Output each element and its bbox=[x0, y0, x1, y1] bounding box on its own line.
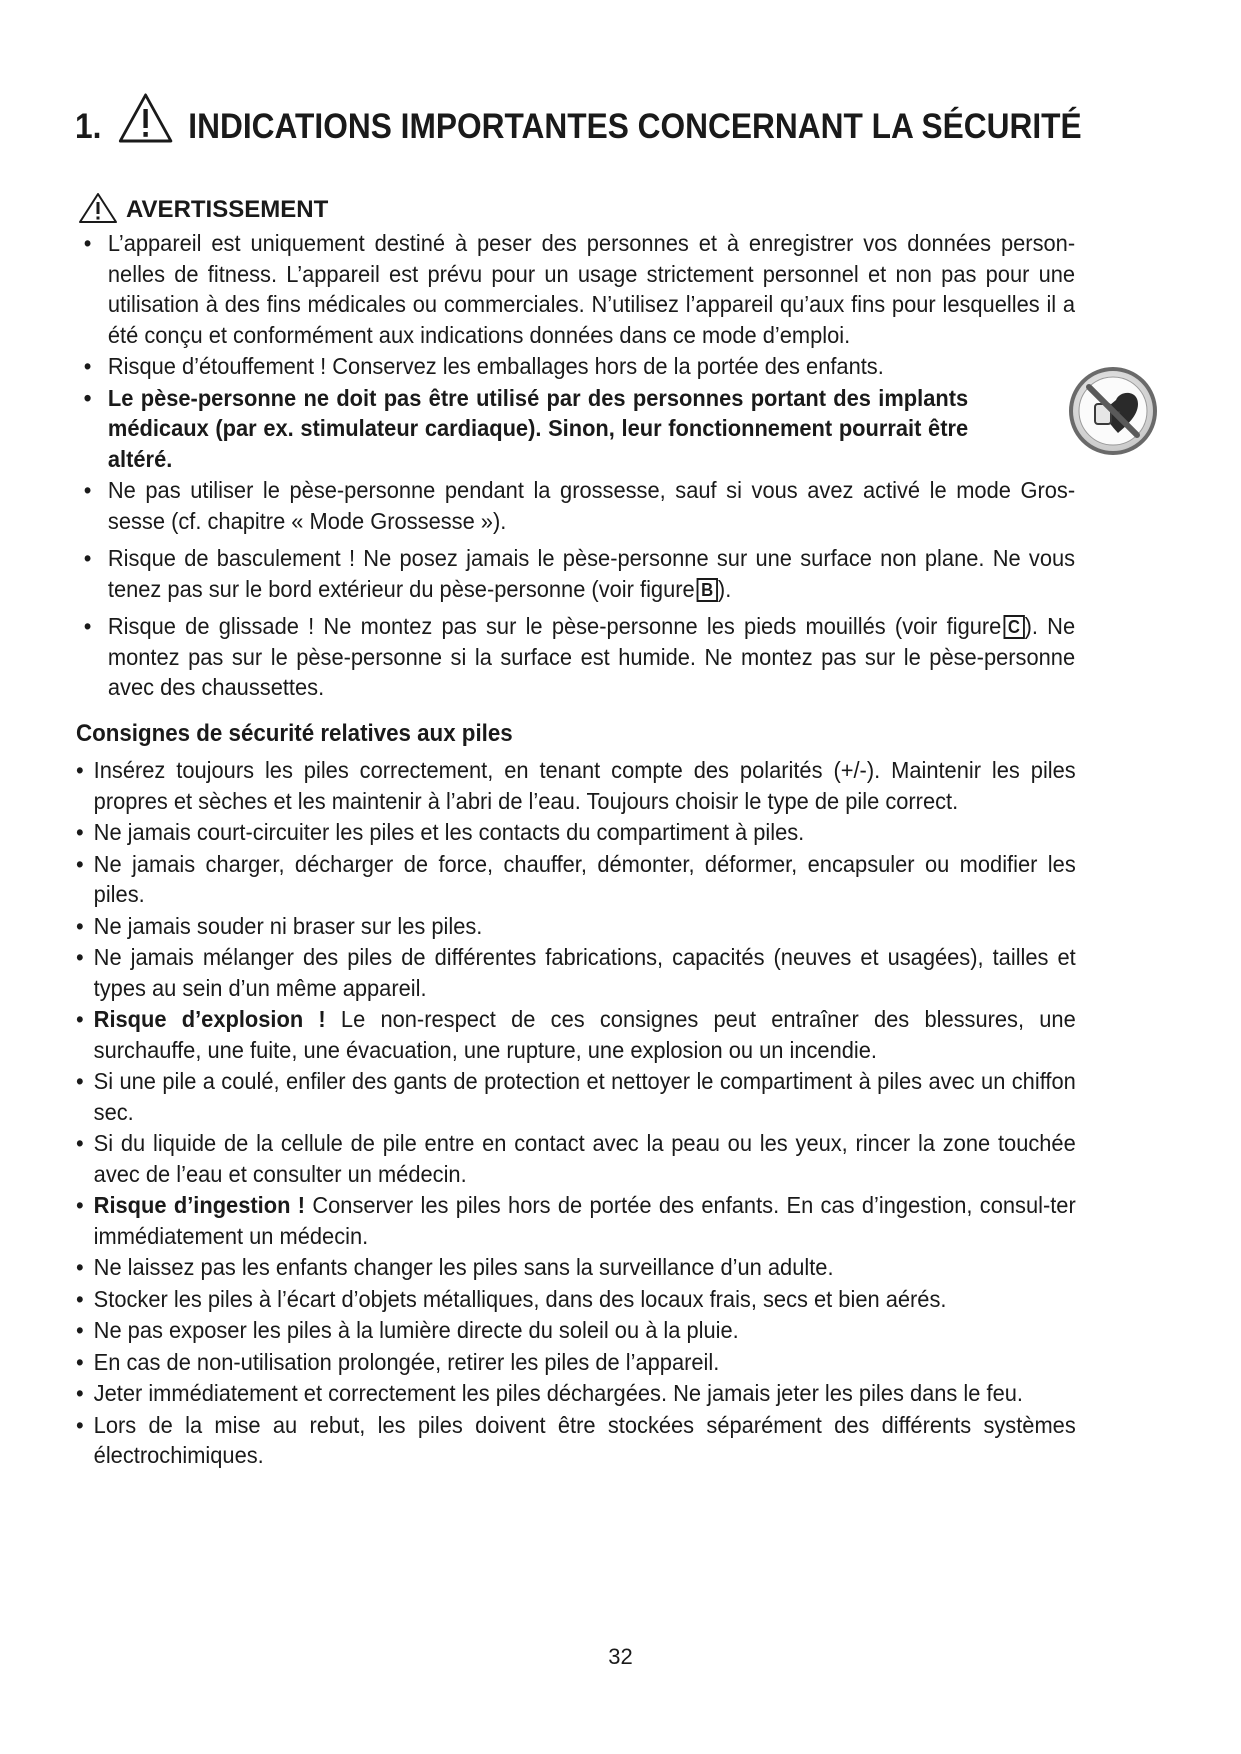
list-item: • Ne pas exposer les piles à la lumière directe du soleil ou à la pluie. bbox=[76, 1315, 1076, 1346]
figure-reference-c: C bbox=[1003, 615, 1024, 639]
list-item bbox=[76, 1004, 1076, 1065]
list-item bbox=[80, 611, 1075, 703]
list-item: • Stocker les piles à l’écart d’objets métalliques, dans des locaux frais, secs et bien aérés. bbox=[76, 1284, 1076, 1315]
item-text: Conserver les piles hors de portée des enfants. En cas d’ingestion, consul-ter immédiatement un médecin. bbox=[93, 1192, 1076, 1249]
warning-heading-text: AVERTISSEMENT bbox=[126, 196, 329, 223]
list-item: • Ne pas utiliser le pèse-personne pendant la grossesse, sauf si vous avez activé le mode Gros-sesse (cf. chapitre « Mode Grossesse »). bbox=[80, 475, 1075, 536]
list-item: • Risque d’étouffement ! Conservez les emballages hors de la portée des enfants. bbox=[80, 351, 1075, 382]
no-pacemaker-icon bbox=[1068, 366, 1158, 456]
list-item: • En cas de non-utilisation prolongée, retirer les piles de l’appareil. bbox=[76, 1347, 1076, 1378]
list-item bbox=[80, 543, 1075, 604]
warning-triangle-icon bbox=[118, 92, 174, 144]
figure-reference-b: B bbox=[697, 578, 718, 602]
list-item: • Lors de la mise au rebut, les piles doivent être stockées séparément des différents systèmes électrochimiques. bbox=[76, 1410, 1076, 1471]
list-item: • Si du liquide de la cellule de pile entre en contact avec la peau ou les yeux, rincer la zone touchée avec de l’eau et consulter un médecin. bbox=[76, 1128, 1076, 1189]
list-item: • Si une pile a coulé, enfiler des gants de protection et nettoyer le compartiment à piles avec un chiffon sec. bbox=[76, 1066, 1076, 1127]
warning-list bbox=[80, 228, 1075, 704]
section-number: 1. bbox=[75, 107, 102, 146]
item-text: Risque de basculement ! Ne posez jamais le pèse-personne sur une surface non plane. Ne vous tenez pas sur le bord extérieur du pèse-personne (voir figure bbox=[107, 545, 1076, 602]
list-item: • Ne jamais mélanger des piles de différentes fabrications, capacités (neuves et usagées), tailles et types au sein d’un même appareil. bbox=[76, 942, 1076, 1003]
list-item: • Insérez toujours les piles correctement, en tenant compte des polarités (+/-). Maintenir les piles propres et sèches et les maintenir à l’abri de l’eau. Toujours choisir le type de pile correct. bbox=[76, 755, 1076, 816]
item-text: Risque de glissade ! Ne montez pas sur le pèse-personne les pieds mouillés (voir figure bbox=[107, 613, 1002, 639]
battery-safety-list bbox=[76, 755, 1076, 1472]
item-text: ). Ne montez pas sur le pèse-personne si la surface est humide. Ne montez pas sur le pèse-personne avec des chaussettes. bbox=[107, 613, 1076, 700]
list-item: • Ne laissez pas les enfants changer les piles sans la surveillance d’un adulte. bbox=[76, 1252, 1076, 1283]
list-item: • Le pèse-personne ne doit pas être utilisé par des personnes portant des implants médicaux (par ex. stimulateur cardiaque). Sinon, leur fonctionnement pourrait être altéré. bbox=[80, 383, 1075, 475]
page-number: 32 bbox=[608, 1644, 633, 1669]
list-item: • Ne jamais court-circuiter les piles et les contacts du compartiment à piles. bbox=[76, 817, 1076, 848]
item-text: ). bbox=[717, 575, 732, 602]
warning-heading bbox=[78, 192, 328, 224]
section-title: INDICATIONS IMPORTANTES CONCERNANT LA SÉCURITÉ bbox=[188, 107, 1082, 146]
warning-triangle-icon bbox=[78, 192, 118, 224]
explosion-warning-label: Risque d’explosion ! bbox=[93, 1006, 326, 1032]
item-text: Le non-respect de ces consignes peut entraîner des blessures, une surchauffe, une fuite, une évacuation, une rupture, une explosion ou un incendie. bbox=[93, 1006, 1076, 1063]
list-item: • Ne jamais charger, décharger de force, chauffer, démonter, déformer, encapsuler ou modifier les piles. bbox=[76, 849, 1076, 910]
list-item bbox=[76, 1190, 1076, 1251]
list-item: • Jeter immédiatement et correctement les piles déchargées. Ne jamais jeter les piles dans le feu. bbox=[76, 1378, 1076, 1409]
section-heading bbox=[75, 92, 1089, 144]
ingestion-warning-label: Risque d’ingestion ! bbox=[93, 1192, 306, 1218]
list-item: • L’appareil est uniquement destiné à peser des personnes et à enregistrer vos données person-nelles de fitness. L’appareil est prévu pour un usage strictement personnel et non pas pour une utilisation à des fins médicales ou commerciales. N’utilisez l’appareil qu’aux fins pour lesquelles il a été conçu et conformément aux indications données dans ce mode d’emploi. bbox=[80, 228, 1075, 350]
list-item: • Ne jamais souder ni braser sur les piles. bbox=[76, 911, 1076, 942]
battery-safety-heading: Consignes de sécurité relatives aux piles bbox=[76, 720, 513, 747]
